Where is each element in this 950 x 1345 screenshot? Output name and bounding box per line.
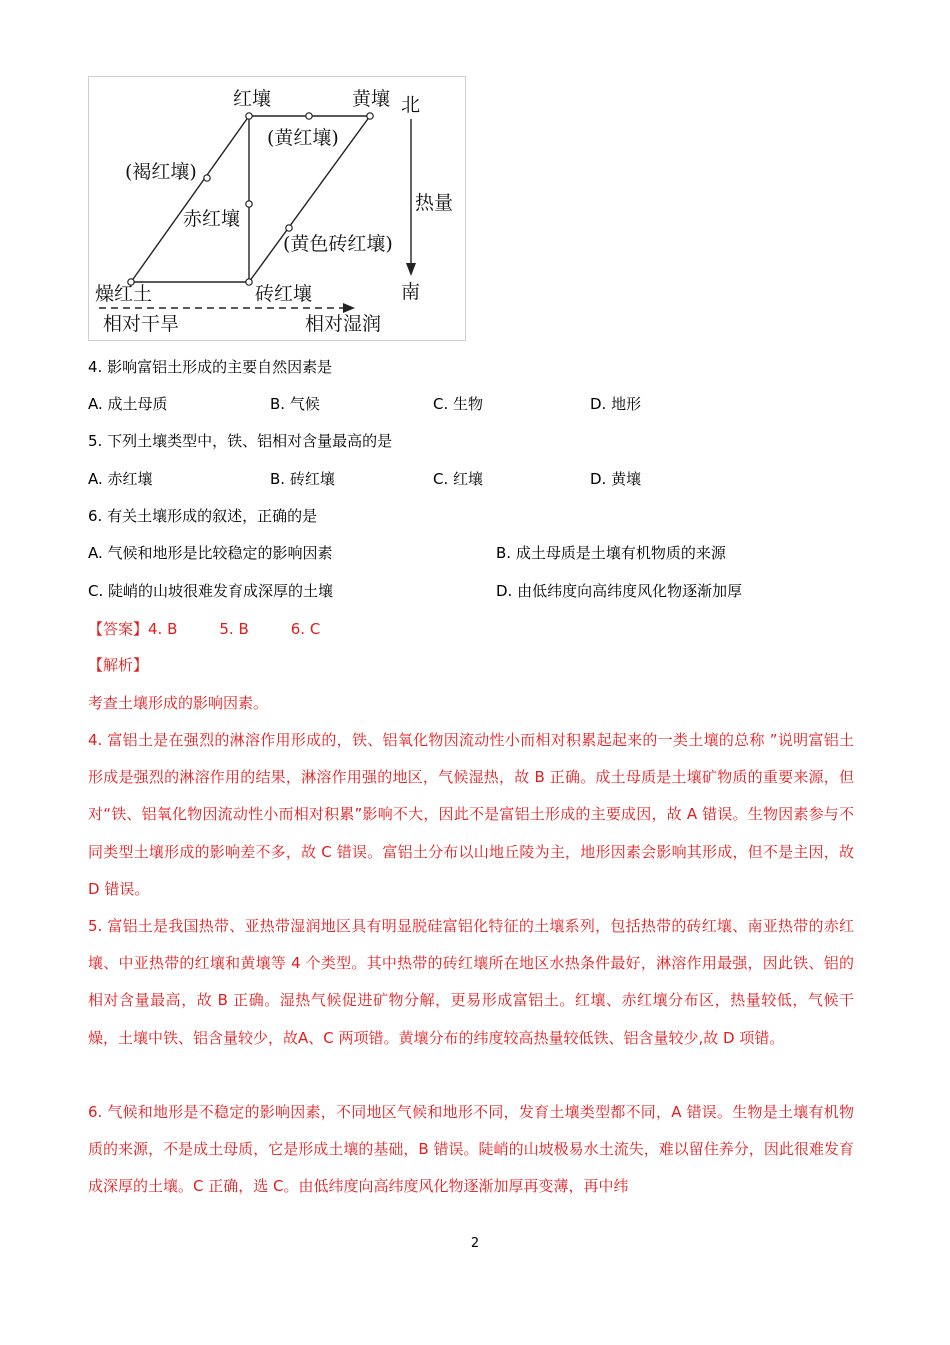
page-number: 2 xyxy=(470,1236,480,1251)
node-chihongrang xyxy=(246,201,252,207)
analysis-intro: 考查土壤形成的影响因素。 xyxy=(88,694,269,712)
question-4-option-d: D. 地形 xyxy=(590,395,642,413)
label-xiangduiganhan: 相对干旱 xyxy=(103,313,180,335)
question-4-stem: 4. 影响富铝土形成的主要自然因素是 xyxy=(88,358,333,376)
question-6-option-d: D. 由低纬度向高纬度风化物逐渐加厚 xyxy=(496,582,743,600)
answer-label: 【答案】 xyxy=(88,620,149,638)
label-bei: 北 xyxy=(401,94,421,116)
analysis-paragraph-6: 6. 气候和地形是不稳定的影响因素，不同地区气候和地形不同，发育土壤类型都不同，A 错误。生物是土壤有机物质的来源，不是成土母质，它是形成土壤的基础，B 错误。陡峭的山坡极易水土流失，难以留住养分，因此很难发育成深厚的土壤。C 正确，选 C。由低纬度向高纬度风化物逐渐加厚再变薄，再中纬 xyxy=(88,1103,854,1196)
node-huangsezhuanhongrang xyxy=(286,225,292,231)
question-5-option-c: C. 红壤 xyxy=(433,470,484,488)
node-zhuanhongrang xyxy=(246,279,252,285)
question-6-stem: 6. 有关土壤形成的叙述，正确的是 xyxy=(88,507,318,525)
analysis-paragraph-4: 4. 富铝土是在强烈的淋溶作用形成的，铁、铝氧化物因流动性小而相对积累起起来的一类土壤的总称 ”说明富铝土形成是强烈的淋溶作用的结果，淋溶作用强的地区，气候湿热，故 B 正确。成土母质是土壤矿物质的重要来源，但对“铁、铝氧化物因流动性小而相对积累”影响不大，因此不是富铝土形成的主要成因，故 A 错误。生物因素参与不同类型土壤形成的影响差不多，故 C 错误。富铝土分布以山地丘陵为主，地形因素会影响其形成，但不是主因，故 D 错误。 xyxy=(88,731,854,898)
edge-zaohongtu-hongrang xyxy=(131,116,249,282)
label-chihongrang: 赤红壤 xyxy=(183,208,241,230)
label-hehongrang: (褐红壤) xyxy=(125,161,197,183)
node-hehongrang xyxy=(204,175,210,181)
question-4-option-a: A. 成土母质 xyxy=(88,395,168,413)
question-5-stem: 5. 下列土壤类型中，铁、铝相对含量最高的是 xyxy=(88,432,393,450)
question-4-option-b: B. 气候 xyxy=(270,395,320,413)
label-xiangduishirun: 相对湿润 xyxy=(305,313,382,335)
label-huanghongrang: (黄红壤) xyxy=(267,127,339,149)
analysis-paragraph-5: 5. 富铝土是我国热带、亚热带湿润地区具有明显脱硅富铝化特征的土壤系列，包括热带的砖红壤、南亚热带的赤红壤、中亚热带的红壤和黄壤等 4 个类型。其中热带的砖红壤所在地区水热条件最好，淋溶作用最强，因此铁、铝的相对含量最高，故 B 正确。湿热气候促进矿物分解，更易形成富铝土。红壤、赤红壤分布区，热量较低，气候干燥，土壤中铁、铝含量较少，故A、C 两项错。黄壤分布的纬度较高热量较低铁、铝含量较少,故 D 项错。 xyxy=(88,917,854,1047)
heat-arrow-head xyxy=(406,263,416,276)
question-6-option-b: B. 成土母质是土壤有机物质的来源 xyxy=(496,544,726,562)
question-6-option-c: C. 陡峭的山坡很难发育成深厚的土壤 xyxy=(88,582,334,600)
node-huanghongrang xyxy=(306,113,312,119)
label-huangsezhuanhongrang: (黄色砖红壤) xyxy=(283,233,393,255)
answer-5: 5. B xyxy=(219,620,249,638)
label-reliang: 热量 xyxy=(415,192,454,214)
question-5-option-d: D. 黄壤 xyxy=(590,470,642,488)
answer-line xyxy=(88,618,320,640)
label-zaohongtu: 燥红土 xyxy=(95,283,153,305)
label-nan: 南 xyxy=(401,281,421,303)
label-hongrang: 红壤 xyxy=(233,88,272,110)
question-5-option-a: A. 赤红壤 xyxy=(88,470,153,488)
answer-6: 6. C xyxy=(290,620,321,638)
question-4-option-c: C. 生物 xyxy=(433,395,484,413)
moisture-arrow-head xyxy=(343,303,355,313)
node-huangrang xyxy=(367,113,373,119)
soil-diagram xyxy=(88,76,466,341)
question-5-option-b: B. 砖红壤 xyxy=(270,470,335,488)
node-hongrang xyxy=(246,113,252,119)
answer-4: 4. B xyxy=(148,620,178,638)
analysis-label: 【解析】 xyxy=(88,656,149,674)
label-huangrang: 黄壤 xyxy=(352,88,391,110)
question-6-option-a: A. 气候和地形是比较稳定的影响因素 xyxy=(88,544,333,562)
label-zhuanhongrang: 砖红壤 xyxy=(255,283,313,305)
